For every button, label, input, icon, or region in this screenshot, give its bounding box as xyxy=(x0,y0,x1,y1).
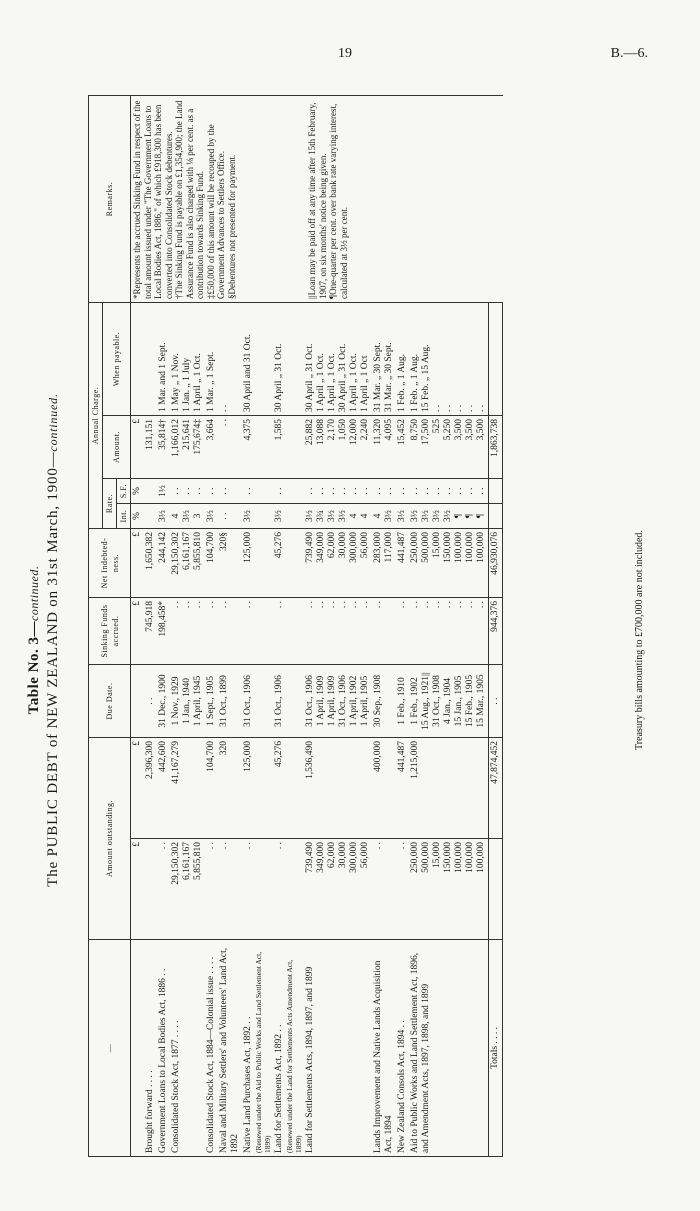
row-description xyxy=(409,940,489,1157)
row-rate-int: 3½ xyxy=(396,504,409,529)
unit-pound: £ xyxy=(131,839,145,940)
row-outstanding-total: 41,167,279 xyxy=(170,738,205,839)
rotated-page-content xyxy=(22,95,662,1185)
row-description xyxy=(170,940,205,1157)
row-amount: 35,814† xyxy=(157,416,170,479)
row-net-indebtedness: 1,650,382 xyxy=(144,529,157,598)
row-rate-sf: . . xyxy=(396,479,409,504)
row-rate-int: 3½ xyxy=(157,504,170,529)
remarks-upper: *Represents the accrued Sinking Fund in respect of the total amount issued under "The Government Loans to Local Bodies Act, 1886," of which £918,300 has been converted into Consolidated Stock debentures. †The Sinking Fund is payable on £1,354,900; the Land Assurance Fund is also charged with ⅛ per cent. as a contribution towards Sinking Fund. ‡£50,000 of this amount will be recouped by the Government Advances to Settlers Office. §Debentures not presented for payment. xyxy=(132,100,237,299)
remarks-cell xyxy=(131,96,503,303)
footnote: Treasury bills amounting to £700,000 are not included. xyxy=(634,530,645,750)
row-net-indebtedness: 250,000 500,000 15,000 150,000 100,000 100,000 100,000 xyxy=(409,529,489,598)
row-outstanding-items: . . xyxy=(218,839,242,940)
row-net-indebtedness: 320§ xyxy=(218,529,242,598)
totals-amount: 1,863,738 xyxy=(489,416,503,479)
col-annual-charge: Annual Charge. xyxy=(89,303,103,529)
row-when-payable: 1 Mar. „ 1 Sept. xyxy=(205,303,218,416)
row-net-indebtedness: 125,000 xyxy=(242,529,273,598)
row-outstanding-total: 1,536,490 xyxy=(304,738,372,839)
unit-pound: £ xyxy=(131,416,145,479)
row-due-date: 1 Feb., 1910 xyxy=(396,665,409,738)
row-outstanding-total: 45,276 xyxy=(273,738,304,839)
row-sinking-funds: . . . . . . . . . . . . . . xyxy=(409,598,489,665)
title-block xyxy=(22,95,62,1185)
row-description-text: Aid to Public Works and Land Settlement Act, 1896, and Amendment Acts, 1897, 1898, and 1899 xyxy=(410,952,431,1153)
row-description-text: New Zealand Consols Act, 1894 . . xyxy=(397,1020,407,1153)
row-description-text: Native Land Purchases Act, 1892 . . xyxy=(243,1016,253,1153)
row-net-indebtedness: 45,276 xyxy=(273,529,304,598)
table-title: The PUBLIC DEBT of NEW ZEALAND on 31st March, 1900—continued. xyxy=(45,393,61,887)
row-outstanding-total: 1,215,000 xyxy=(409,738,489,839)
row-rate-sf: 1½ xyxy=(157,479,170,504)
row-rate-sf: . . . . xyxy=(372,479,396,504)
totals-outstanding: 47,874,452 xyxy=(489,738,503,839)
row-amount: 11,320 4,095 xyxy=(372,416,396,479)
row-outstanding-items: . . xyxy=(372,839,396,940)
row-outstanding-total: 125,000 xyxy=(242,738,273,839)
row-rate-int: 3½ xyxy=(273,504,304,529)
row-net-indebtedness: 441,487 xyxy=(396,529,409,598)
unit-pound: £ xyxy=(131,529,145,598)
col-due-date: Due Date. xyxy=(89,665,131,738)
row-when-payable: 30 April and 31 Oct. xyxy=(242,303,273,416)
col-rate-sf: S.F. xyxy=(117,479,131,504)
row-description xyxy=(218,940,242,1157)
row-due-date: 1 Sept., 1905 xyxy=(205,665,218,738)
row-sinking-funds: . . . . . . xyxy=(170,598,205,665)
row-rate-int: 3½ xyxy=(205,504,218,529)
row-due-date: 30 Sep., 1908 xyxy=(372,665,396,738)
totals-label: Totals . . . . xyxy=(489,940,503,1157)
col-rate: Rate. xyxy=(103,479,117,529)
row-due-date: 1 Feb., 1902 15 Aug., 1921|| 31 Oct., 1908 4 Jan., 1904 15 Jan., 1905 15 Feb., 1905 15 Mar., 1905 xyxy=(409,665,489,738)
totals-net-indebtedness: 46,930,076 xyxy=(489,529,503,598)
row-net-indebtedness: 29,150,302 6,161,167 5,855,810 xyxy=(170,529,205,598)
row-when-payable: 30 April „ 31 Oct. 1 April „ 1 Oct. 1 April „ 1 Oct. 30 April „ 31 Oct. 1 April „ 1 Oct. 1 April „ 1 Oct xyxy=(304,303,372,416)
row-rate-int xyxy=(144,504,157,529)
row-outstanding-total: 104,700 xyxy=(205,738,218,839)
row-description-note: (Renewed under the Land for Settlements Acts Amendment Act, 1899) xyxy=(285,959,303,1153)
row-amount: 1,585 xyxy=(273,416,304,479)
row-net-indebtedness: 283,000 117,000 xyxy=(372,529,396,598)
col-description: — xyxy=(89,940,131,1157)
row-outstanding-items xyxy=(144,839,157,940)
row-rate-sf: . . xyxy=(273,479,304,504)
col-rate-int: Int. xyxy=(117,504,131,529)
totals-sinking-funds: 944,376 xyxy=(489,598,503,665)
row-description-text: Naval and Military Settlers' and Volunteers' Land Act, 1892 xyxy=(219,947,240,1153)
row-outstanding-total: 441,487 xyxy=(396,738,409,839)
totals-due-date: . . xyxy=(489,665,503,738)
row-rate-sf: . . xyxy=(205,479,218,504)
page-number: 19 xyxy=(338,46,352,61)
row-rate-sf: . . . . . . . . . . . . xyxy=(304,479,372,504)
row-description-text: Lands Improvement and Native Lands Acquisition Act, 1894 xyxy=(373,960,394,1153)
row-description xyxy=(372,940,396,1157)
row-when-payable: 30 April „ 31 Oct. xyxy=(273,303,304,416)
row-outstanding-total: 442,600 xyxy=(157,738,170,839)
totals-rate-int xyxy=(489,504,503,529)
totals-rate-sf xyxy=(489,479,503,504)
row-description-note: (Renewed under the Aid to Public Works and Land Settlement Act, 1899) xyxy=(254,951,272,1153)
row-rate-sf xyxy=(144,479,157,504)
col-amount-outstanding: Amount outstanding. xyxy=(89,738,131,940)
row-due-date: . . xyxy=(144,665,157,738)
row-due-date: 31 Oct., 1906 xyxy=(273,665,304,738)
row-rate-int: 4 3½ 3 xyxy=(170,504,205,529)
row-net-indebtedness: 739,490 349,000 62,000 30,000 300,000 56,000 xyxy=(304,529,372,598)
row-rate-int: 3½ 3½ 3½ 3½ ¶ ¶ ¶ xyxy=(409,504,489,529)
row-description xyxy=(396,940,409,1157)
row-outstanding-items: . . xyxy=(396,839,409,940)
row-description-text: Consolidated Stock Act, 1877 . . . . xyxy=(171,1020,181,1153)
row-rate-int: 3½ 3¾ 3½ 3½ 4 4 xyxy=(304,504,372,529)
row-when-payable: 1 Feb. „ 1 Aug. 15 Feb. „ 15 Aug. . . . . . . . . . . xyxy=(409,303,489,416)
public-debt-table xyxy=(88,95,503,1157)
row-amount: 131,151 xyxy=(144,416,157,479)
unit-pound: £ xyxy=(131,598,145,665)
table-label: Table No. 3—continued. xyxy=(26,565,42,715)
col-sinking-funds: Sinking Funds accrued. xyxy=(89,598,131,665)
row-rate-int: 3½ xyxy=(242,504,273,529)
row-description xyxy=(304,940,372,1157)
row-sinking-funds: . . xyxy=(372,598,396,665)
document-code: B.—6. xyxy=(610,46,648,61)
row-amount: 8,750 17,500 525 5,250 3,500 3,500 3,500 xyxy=(409,416,489,479)
row-sinking-funds: 198,458* xyxy=(157,598,170,665)
row-when-payable: 1 May „ 1 Nov. 1 Jan. „ 1 July 1 April „ 1 Oct. xyxy=(170,303,205,416)
totals-outstanding-items xyxy=(489,839,503,940)
row-due-date: 31 Oct., 1906 xyxy=(242,665,273,738)
col-when-payable: When payable. xyxy=(103,303,131,416)
row-outstanding-total: 2,396,300 xyxy=(144,738,157,839)
row-description-text: Land for Settlements Act, 1892 . . xyxy=(274,1024,284,1153)
remarks-lower: ||Loan may be paid off at any time after 15th February, 1907, on six months' notice being given. ¶One-quarter per cent. over bank rate varying interest, calculated at 3½ per cent. xyxy=(307,102,349,299)
row-sinking-funds: . . . . . . . . . . . . xyxy=(304,598,372,665)
row-outstanding-items: . . xyxy=(242,839,273,940)
row-rate-sf: . . . . . . . . . . . . . . xyxy=(409,479,489,504)
col-net-indebtedness: Net Indebted-ness. xyxy=(89,529,131,598)
row-when-payable: 1 Feb. „ 1 Aug. xyxy=(396,303,409,416)
row-net-indebtedness: 104,700 xyxy=(205,529,218,598)
row-outstanding-items: 739,490 349,000 62,000 30,000 300,000 56,000 xyxy=(304,839,372,940)
row-sinking-funds: . . xyxy=(396,598,409,665)
col-amount: Amount. xyxy=(103,416,131,479)
totals-when-payable xyxy=(489,303,503,416)
row-sinking-funds: . . xyxy=(273,598,304,665)
row-outstanding-items: . . xyxy=(205,839,218,940)
row-outstanding-items: 250,000 500,000 15,000 150,000 100,000 100,000 100,000 xyxy=(409,839,489,940)
unit-pound: £ xyxy=(131,738,145,839)
row-description-text: Government Loans to Local Bodies Act, 1886 . . xyxy=(158,968,168,1153)
row-when-payable: . . xyxy=(218,303,242,416)
row-when-payable xyxy=(144,303,157,416)
row-amount: 15,452 xyxy=(396,416,409,479)
row-amount: . . xyxy=(218,416,242,479)
row-rate-sf: . . xyxy=(218,479,242,504)
row-description-text: Consolidated Stock Act, 1884—Colonial issue . . . . xyxy=(206,956,216,1153)
row-due-date: 31 Oct., 1906 1 April, 1909 1 April, 1909 31 Oct., 1906 1 April, 1902 1 April, 1905 xyxy=(304,665,372,738)
row-sinking-funds: 745,918 xyxy=(144,598,157,665)
row-sinking-funds: . . xyxy=(218,598,242,665)
row-description-text: Land for Settlements Acts, 1894, 1897, and 1899 xyxy=(305,966,315,1153)
row-outstanding-items: . . xyxy=(273,839,304,940)
row-sinking-funds: . . xyxy=(205,598,218,665)
row-due-date: 31 Dec., 1900 xyxy=(157,665,170,738)
col-remarks: Remarks. xyxy=(89,96,131,303)
row-description-text: Brought forward . . . . xyxy=(145,1070,155,1153)
unit-percent: % xyxy=(131,504,145,529)
row-when-payable: 31 Mar. „ 30 Sept. 31 Mar. „ 30 Sept. xyxy=(372,303,396,416)
row-net-indebtedness: 244,142 xyxy=(157,529,170,598)
row-description xyxy=(157,940,170,1157)
row-rate-sf: . . . . . . xyxy=(170,479,205,504)
row-when-payable: 1 Mar. and 1 Sept. xyxy=(157,303,170,416)
row-rate-int: . . xyxy=(218,504,242,529)
row-description xyxy=(144,940,157,1157)
row-due-date: 1 Nov., 1929 1 Jan., 1940 1 April, 1945 xyxy=(170,665,205,738)
row-amount: 4,375 xyxy=(242,416,273,479)
row-outstanding-items: . . xyxy=(157,839,170,940)
row-amount: 25,882 13,088 2,170 1,050 12,000 2,240 xyxy=(304,416,372,479)
row-amount: 3,664 xyxy=(205,416,218,479)
row-amount: 1,166,012 215,641 175,674‡ xyxy=(170,416,205,479)
row-outstanding-total: 320 xyxy=(218,738,242,839)
row-description xyxy=(273,940,304,1157)
row-due-date: 31 Oct., 1899 xyxy=(218,665,242,738)
row-rate-sf: . . xyxy=(242,479,273,504)
row-description xyxy=(205,940,218,1157)
unit-percent: % xyxy=(131,479,145,504)
row-sinking-funds: . . xyxy=(242,598,273,665)
row-rate-int: 4 3½ xyxy=(372,504,396,529)
units-row xyxy=(131,96,145,1157)
row-outstanding-total: 400,000 xyxy=(372,738,396,839)
row-outstanding-items: 29,150,302 6,161,167 5,855,810 xyxy=(170,839,205,940)
row-description xyxy=(242,940,273,1157)
